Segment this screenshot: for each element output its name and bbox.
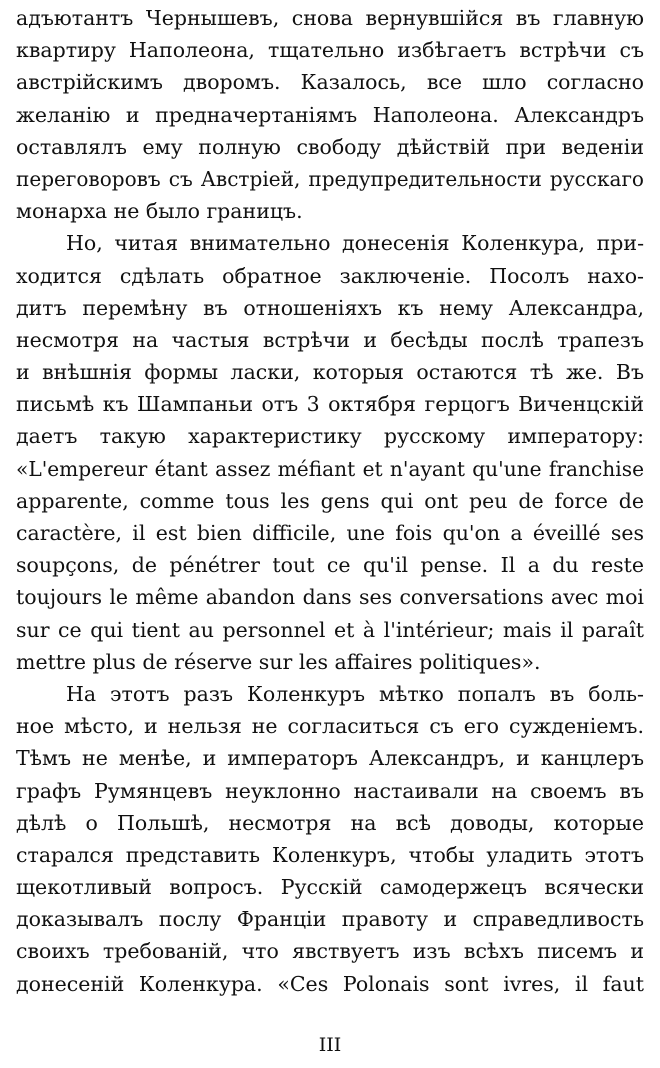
text-line: ходится сдѣлать обратное заключеніе. Посолъ нахо- [16,263,644,288]
text-line: toujours le même abandon dans ses conversations avec moi [16,585,644,610]
text-line: квартиру Наполеона, тщательно избѣгаетъ встрѣчи съ [16,38,644,63]
text-line: ное мѣсто, и нельзя не согласиться съ его сужденіемъ. [16,714,644,739]
text-line: caractère, il est bien difficile, une fois qu'on a éveillé ses [16,521,644,545]
text-line: адъютантъ Чернышевъ, снова вернувшійся въ главную [16,6,644,30]
text-line: оставлялъ ему полную свободу дѣйствій при веденіи [16,134,644,159]
text-line: своихъ требованій, что явствуетъ изъ всѣхъ писемъ и [16,939,644,964]
text-line: soupçons, de pénétrer tout ce qu'il pense. Il a du reste [16,553,644,578]
text-line: желанію и предначертаніямъ Наполеона. Александръ [16,102,644,127]
text-line: На этотъ разъ Коленкуръ мѣтко попалъ въ боль- [66,681,644,706]
text-line: графъ Румянцевъ неуклонно настаивали на своемъ въ [16,778,644,803]
text-line: австрійскимъ дворомъ. Казалось, все шло согласно [16,70,644,95]
text-line: «L'empereur étant assez méfiant et n'ayant qu'une franchise [16,456,644,481]
text-line: и внѣшнія формы ласки, которыя остаются тѣ же. Въ [16,360,644,385]
page-number: III [318,1034,342,1056]
text-line: донесеній Коленкура. «Ces Polonais sont ivres, il faut [16,971,644,996]
text-line: щекотливый вопросъ. Русскій самодержецъ всячески [16,875,644,900]
text-line: Тѣмъ не менѣе, и императоръ Александръ, и канцлеръ [16,746,644,771]
body-text [16,2,644,1000]
text-line: старался представить Коленкуръ, чтобы уладить этотъ [16,842,644,867]
text-line: apparente, comme tous les gens qui ont peu de force de [16,488,644,513]
text-line: дѣлѣ о Польшѣ, несмотря на всѣ доводы, которые [16,810,644,835]
text-line: переговоровъ съ Австріей, предупредительности русскаго [16,166,644,191]
text-line: монарха не было границъ. [16,199,303,224]
text-line: несмотря на частыя встрѣчи и бесѣды послѣ трапезъ [16,327,644,352]
text-line: дитъ перемѣну въ отношеніяхъ къ нему Александра, [16,295,644,320]
text-line: mettre plus de réserve sur les affaires politiques». [16,649,541,674]
text-line: Но, читая внимательно донесенія Коленкура, при- [66,231,644,256]
text-line: доказывалъ послу Франціи правоту и справедливость [16,907,644,932]
text-line: sur ce qui tient au personnel et à l'intérieur; mais il paraît [16,617,644,642]
text-line: даетъ такую характеристику русскому императору: [16,424,644,449]
text-line: письмѣ къ Шампаньи отъ 3 октября герцогъ Виченцскій [16,392,644,417]
